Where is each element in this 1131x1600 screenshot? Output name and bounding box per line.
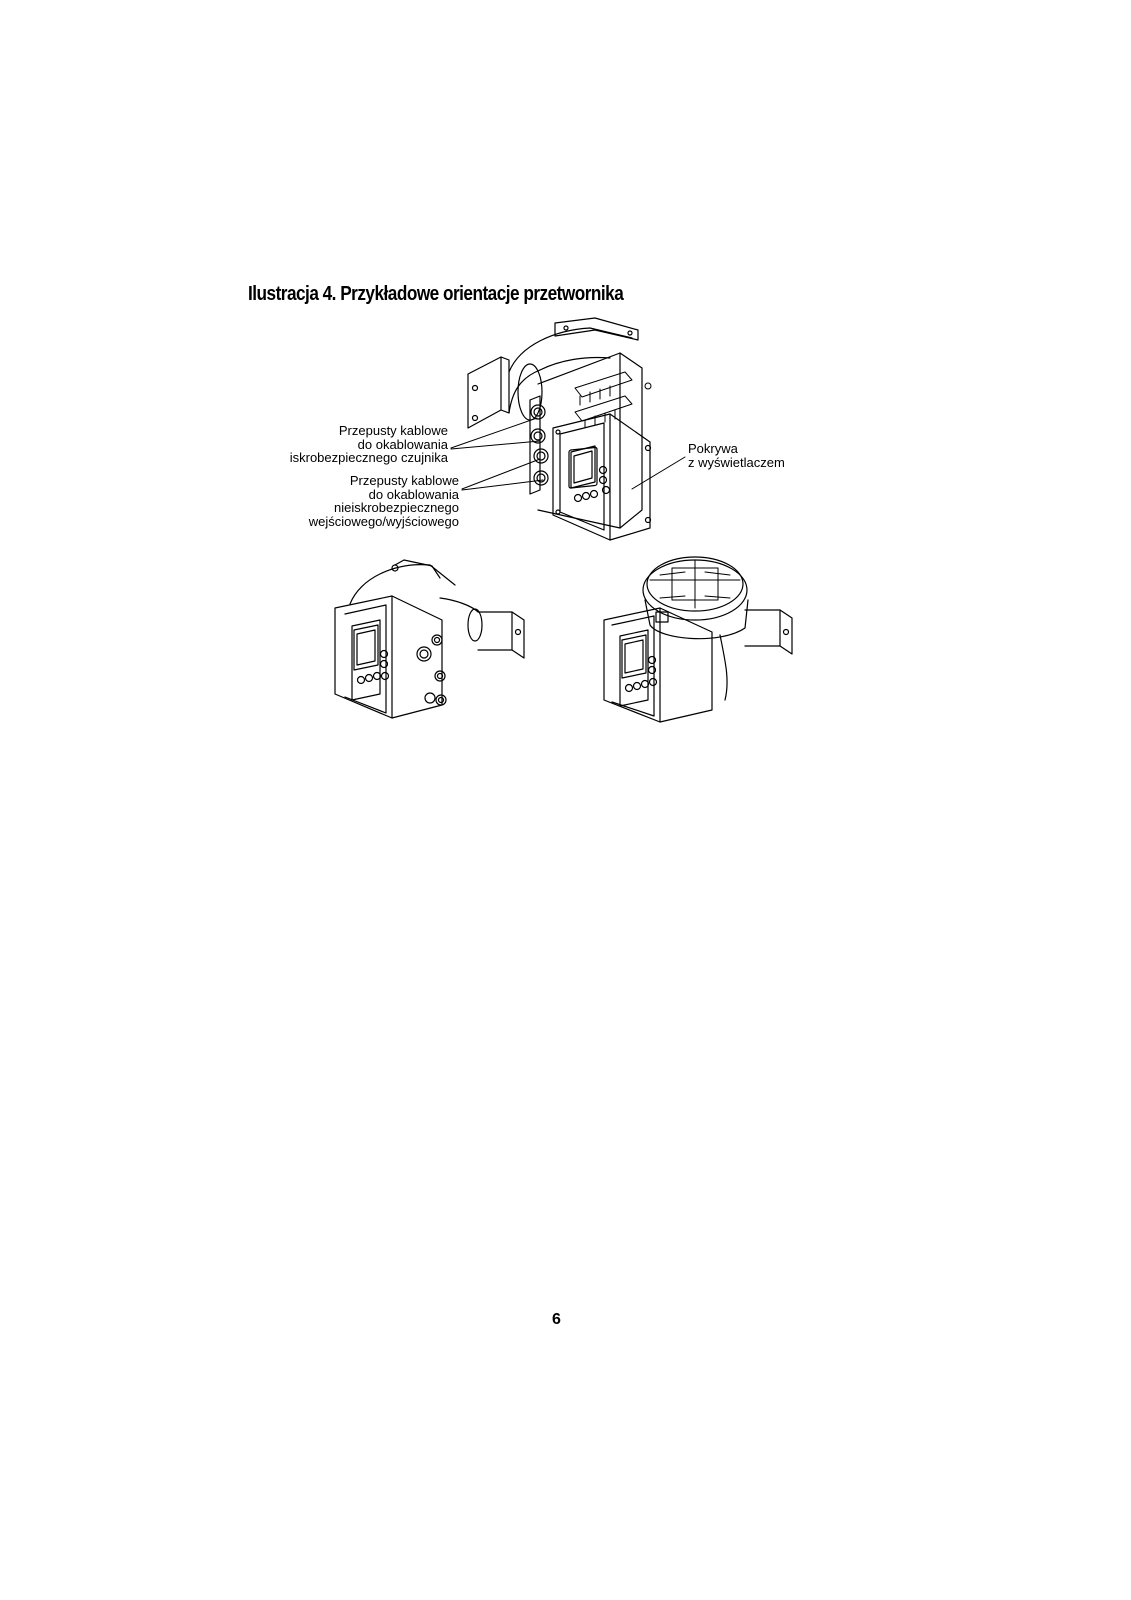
callout-line: Pokrywa (688, 441, 738, 456)
transmitter-orientation-left-illustration (335, 560, 524, 718)
figure-title: Ilustracja 4. Przykładowe orientacje przetwornika (248, 283, 624, 305)
callout-line: Przepusty kablowe (349, 473, 459, 488)
callout-line: do okablowania (368, 486, 459, 502)
callout-line: Przepusty kablowe (338, 423, 448, 438)
transmitter-open-illustration (468, 318, 651, 540)
callout-line: do okablowania (357, 436, 448, 452)
page-number: 6 (552, 1311, 561, 1328)
callout-line: wejściowego/wyjściowego (308, 513, 459, 529)
transmitter-orientation-right-illustration (604, 557, 792, 722)
callout-line: nieiskrobezpiecznego (333, 500, 459, 515)
callout-line: z wyświetlaczem (688, 454, 785, 470)
callout-line: iskrobezpiecznego czujnika (289, 450, 448, 465)
